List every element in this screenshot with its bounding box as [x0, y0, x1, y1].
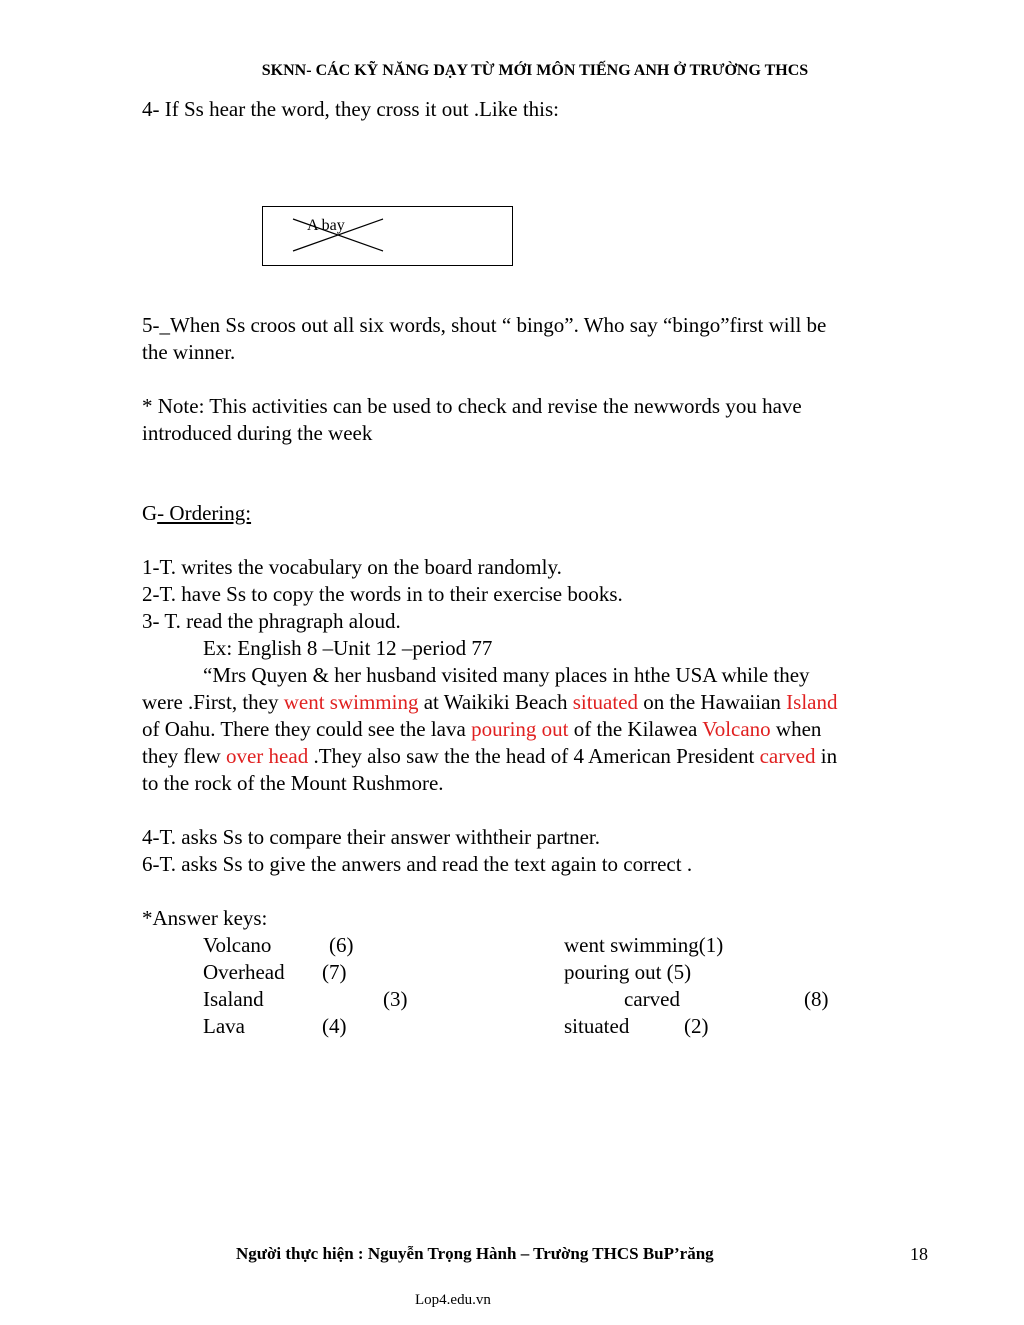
paragraph-line-1: “Mrs Quyen & her husband visited many places in hthe USA while they	[203, 663, 810, 687]
answer-number: (7)	[322, 960, 347, 984]
answer-word: Volcano	[203, 933, 272, 957]
paragraph-line-2	[142, 690, 837, 715]
step-5-line-1: 5-_When Ss croos out all six words, shout “ bingo”. Who say “bingo”first will be	[142, 313, 827, 337]
highlighted-word: situated	[572, 690, 639, 714]
text-segment: were .First, they	[142, 690, 284, 714]
paragraph-line-5: to the rock of the Mount Rushmore.	[142, 771, 444, 795]
answer-number-right: (2)	[684, 1014, 709, 1038]
heading-prefix: G	[142, 501, 158, 525]
highlighted-word: Volcano	[702, 717, 771, 741]
step-4-text: 4- If Ss hear the word, they cross it out .Like this:	[142, 97, 560, 121]
text-segment: when	[770, 717, 822, 741]
step-5-line-2: the winner.	[142, 340, 236, 364]
footer-author: Người thực hiện : Nguyễn Trọng Hành – Trường THCS BuP’răng	[236, 1244, 714, 1263]
text-segment: on the Hawaiian	[638, 690, 787, 714]
bingo-word: A bay	[307, 217, 345, 234]
answer-word-right: situated	[564, 1014, 630, 1038]
answer-keys-title: *Answer keys:	[142, 906, 268, 930]
note-line-2: introduced during the week	[142, 421, 373, 445]
note-line-1: * Note: This activities can be used to check and revise the newwords you have	[142, 394, 802, 418]
section-heading-ordering	[142, 501, 251, 526]
text-segment: of Oahu. There they could see the lava	[142, 717, 472, 741]
ordering-step-1: 1-T. writes the vocabulary on the board randomly.	[142, 555, 562, 579]
answer-word-right: carved	[624, 987, 680, 1011]
highlighted-word: pouring out	[471, 717, 569, 741]
text-segment: at Waikiki Beach	[418, 690, 573, 714]
bingo-card-example	[262, 206, 513, 266]
ordering-step-3: 3- T. read the phragraph aloud.	[142, 609, 401, 633]
paragraph-line-3	[142, 717, 821, 742]
highlighted-word: Island	[786, 690, 838, 714]
answer-word: Lava	[203, 1014, 245, 1038]
page-header: SKNN- CÁC KỸ NĂNG DẠY TỪ MỚI MÔN TIẾNG ANH Ở TRƯỜNG THCS	[261, 62, 809, 79]
ordering-step-2: 2-T. have Ss to copy the words in to their exercise books.	[142, 582, 623, 606]
text-segment: .They also saw the the head of 4 American President	[308, 744, 760, 768]
heading-underlined: - Ordering:	[157, 501, 252, 525]
text-segment: in	[815, 744, 838, 768]
ordering-step-6: 6-T. asks Ss to give the anwers and read the text again to correct .	[142, 852, 693, 876]
answer-word: Isaland	[203, 987, 264, 1011]
answer-number: (6)	[329, 933, 354, 957]
paragraph-line-4	[142, 744, 837, 769]
cross-out-icon	[291, 215, 387, 255]
page-number: 18	[910, 1244, 928, 1264]
answer-word-right: went swimming(1)	[564, 933, 724, 957]
example-reference: Ex: English 8 –Unit 12 –period 77	[203, 636, 493, 660]
highlighted-word: carved	[759, 744, 816, 768]
text-segment: of the Kilawea	[568, 717, 703, 741]
answer-number: (3)	[383, 987, 408, 1011]
answer-word: Overhead	[203, 960, 285, 984]
highlighted-word: went swimming	[283, 690, 419, 714]
answer-word-right: pouring out (5)	[564, 960, 692, 984]
answer-number: (4)	[322, 1014, 347, 1038]
ordering-step-4: 4-T. asks Ss to compare their answer withtheir partner.	[142, 825, 600, 849]
highlighted-word: over head	[225, 744, 309, 768]
text-segment: they flew	[142, 744, 226, 768]
source-watermark: Lop4.edu.vn	[415, 1292, 491, 1308]
answer-number-right: (8)	[804, 987, 829, 1011]
